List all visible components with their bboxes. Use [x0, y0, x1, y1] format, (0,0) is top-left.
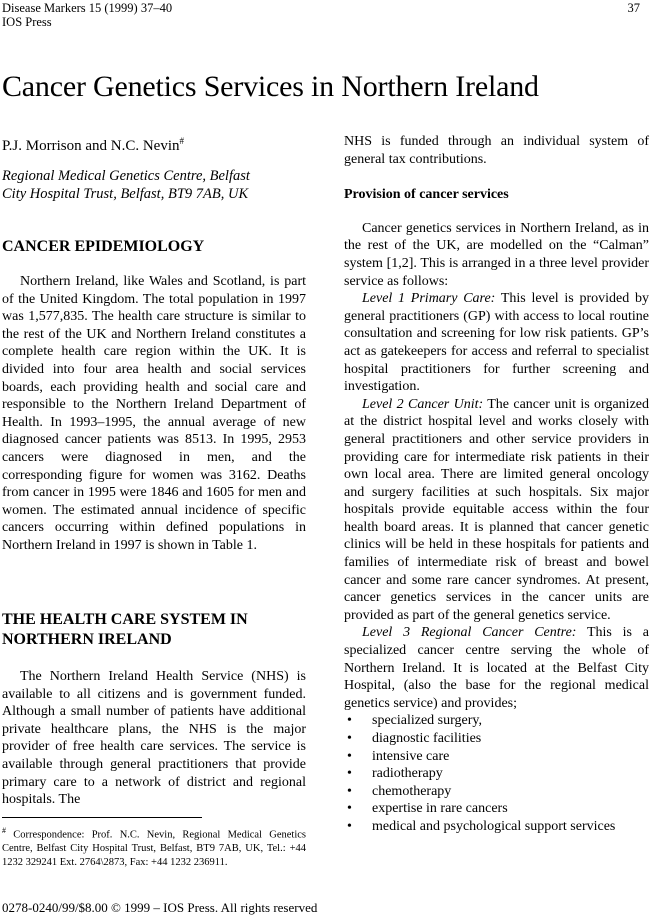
right-column — [344, 133, 649, 836]
affiliation-line-1: Regional Medical Genetics Centre, Belfast — [2, 168, 250, 184]
article-title: Cancer Genetics Services in Northern Ireland — [2, 70, 539, 103]
author-names: P.J. Morrison and N.C. Nevin# — [2, 136, 185, 154]
section-heading-line-2: NORTHERN IRELAND — [2, 631, 172, 648]
affiliation — [2, 167, 306, 203]
intro-paragraph: Cancer genetics services in Northern Ireland, as in the rest of the UK, are modelled on the “Calman” system [1,2]. This is arranged in a three level provider service as follows: — [344, 220, 649, 289]
footnote-text: Correspondence: Prof. N.C. Nevin, Regional Medical Genetics Centre, Belfast City Hospital Trust, Belfast, BT9 7AB, UK, Tel.: +44 1232 329241 Ext. 2764\2873, Fax: +44 1232 236911. — [2, 829, 306, 868]
level-3-paragraph — [344, 624, 649, 712]
subsection-heading: Provision of cancer services — [344, 187, 509, 203]
level-1-text: This level is provided by general practitioners (GP) with access to local routine consultation and screening for low risk patients. GP’s act as gatekeepers for access and referral to specialist hospital practitioners for further screening and investigation. — [344, 291, 650, 395]
list-item — [344, 730, 649, 748]
section-cancer-epidemiology — [2, 237, 306, 555]
level-1-label: Level 1 Primary Care: — [362, 291, 496, 307]
section-heading-line-1: THE HEALTH CARE SYSTEM IN — [2, 611, 248, 628]
footnote-divider — [2, 817, 202, 818]
level-2-label: Level 2 Cancer Unit: — [362, 396, 484, 412]
affiliation-line-2: City Hospital Trust, Belfast, BT9 7AB, UK — [2, 186, 249, 202]
section-paragraph: Northern Ireland, like Wales and Scotland, is part of the United Kingdom. The total population in 1997 was 1,577,835. The health care structure is similar to the rest of the UK and Northern Ireland constitutes a complete health care region within the UK. It is divided into four area health and social services boards, each providing health and social care and responsible to the Northern Ireland Department of Health. In 1993–1995, the annual average of new diagnosed cancer patients was 8513. In 1995, 2953 cancers were diagnosed in men, and the corresponding figure for women was 3162. Deaths from cancer in 1995 were 1846 and 1605 for men and women. The estimated annual incidence of specific cancers occurring within defined populations in Northern Ireland in 1997 is shown in Table 1. — [2, 274, 306, 553]
footnote — [2, 824, 306, 869]
copyright-footer: 0278-0240/99/$8.00 © 1999 – IOS Press. All rights reserved — [2, 900, 318, 915]
section-paragraph: The Northern Ireland Health Service (NHS) is available to all citizens and is government funded. Although a small number of patients have additional private healthcare plans, the NHS is the major provider of free health care services. The service is available through general practitioners that provide primary care to a network of district and regional hospitals. The — [2, 669, 306, 808]
level-2-text: The cancer unit is organized at the district hospital level and works closely with general practitioners and other service providers in providing care for intermediate risk patients in their own local area. There are limited general oncology and surgery facilities at such hospitals. Six major hospitals provide equitable access within the four health board areas. It is planned that cancer genetic clinics will be held in these hospitals for patients and families of intermediate risk of breast and bowel cancer and some rare cancer syndromes. At present, cancer genetics services in the cancer units are provided as part of the general genetics service. — [344, 396, 649, 623]
author-mark: # — [179, 136, 185, 146]
bullet-icon: • — [347, 783, 352, 799]
publisher: IOS Press — [2, 15, 52, 29]
level-3-text: This is a specialized cancer centre serving the whole of Northern Ireland. It is located at the Belfast City Hospital, (also the base for the regional medical genetics service) and provides; — [344, 625, 649, 711]
list-item-text: expertise in rare cancers — [372, 801, 508, 817]
list-item — [344, 765, 649, 783]
list-item-text: specialized surgery, — [372, 713, 483, 729]
bullet-icon: • — [347, 731, 352, 746]
list-item-text: intensive care — [372, 748, 450, 764]
left-column — [2, 132, 306, 203]
list-item — [344, 800, 649, 818]
bullet-icon: • — [347, 766, 352, 782]
journal-citation: Disease Markers 15 (1999) 37–40 — [2, 1, 173, 15]
section-health-care-system — [2, 610, 306, 809]
list-item-text: medical and psychological support services — [372, 818, 616, 834]
list-item — [344, 783, 649, 801]
continuation-text: NHS is funded through an individual system of general tax contributions. — [344, 134, 649, 167]
list-item-text: radiotherapy — [372, 766, 443, 782]
page-number: 37 — [627, 1, 640, 15]
bullet-icon: • — [347, 818, 352, 834]
section-heading: CANCER EPIDEMIOLOGY — [2, 238, 205, 255]
list-item-text: diagnostic facilities — [372, 731, 482, 746]
level-3-label: Level 3 Regional Cancer Centre: — [362, 625, 577, 641]
bullet-icon: • — [347, 713, 352, 729]
list-item — [344, 712, 649, 730]
section-heading — [2, 610, 306, 650]
bullet-icon: • — [347, 748, 352, 764]
list-item — [344, 748, 649, 766]
bullet-icon: • — [347, 801, 352, 817]
list-item — [344, 818, 649, 836]
level-2-paragraph — [344, 396, 649, 625]
services-list — [344, 712, 649, 835]
list-item-text: chemotherapy — [372, 783, 452, 799]
level-1-paragraph — [344, 290, 649, 396]
footnote-mark: # — [2, 826, 6, 835]
